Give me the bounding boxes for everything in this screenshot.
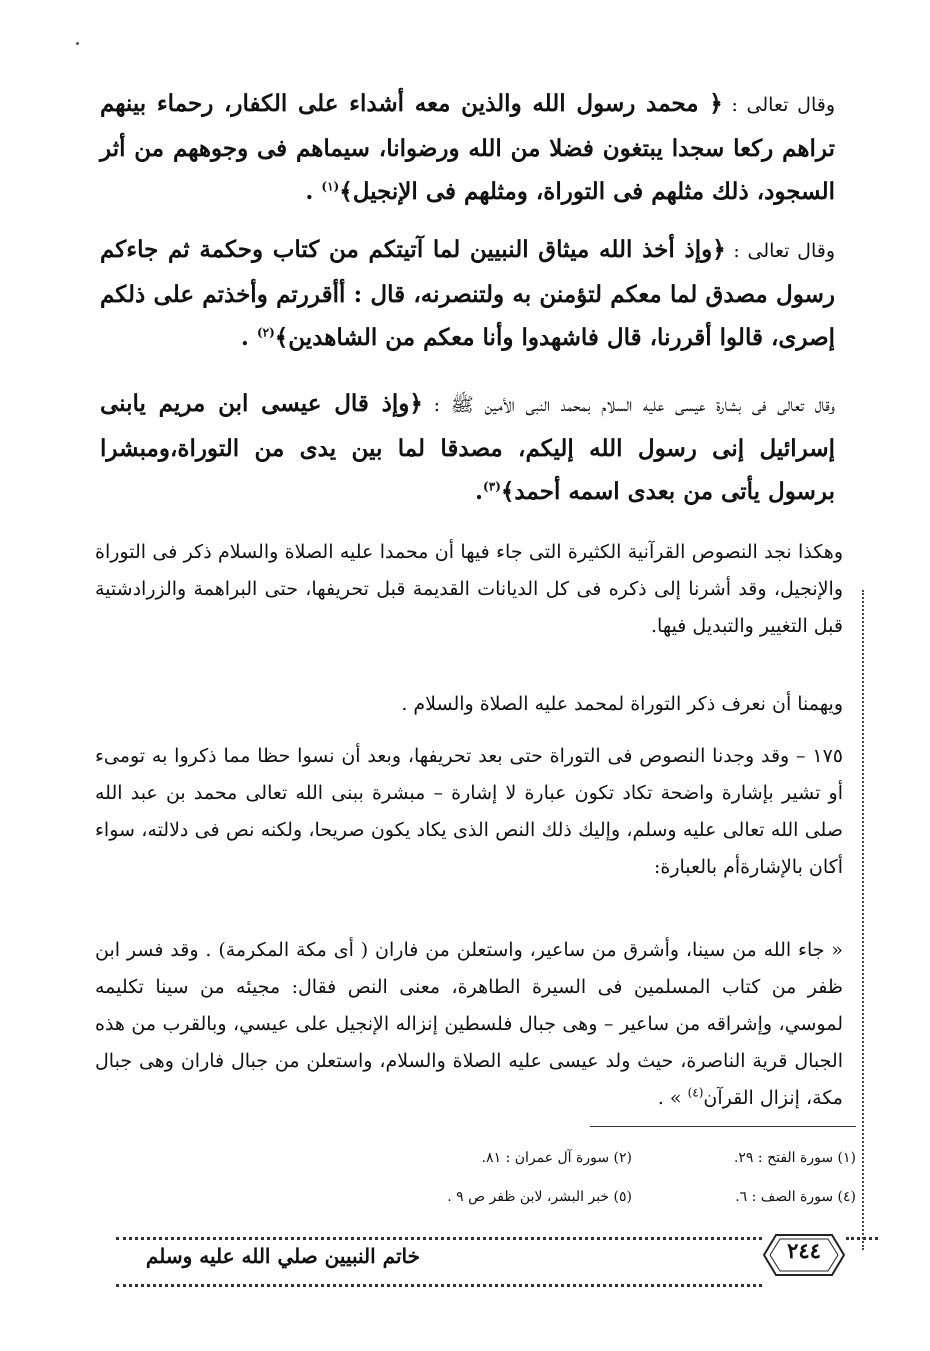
verse-3-intro: وقال تعالى فى بشارة عيسى عليه السلام بمحمد النبى الأمين ﷺ : <box>422 394 835 416</box>
paragraph-verse-2 <box>100 228 835 359</box>
footnote-4: (٤) سورة الصف : ٦. <box>735 1189 856 1205</box>
verse-1-end: . <box>305 178 322 205</box>
paragraph-quranic-texts: وهكذا نجد النصوص القرآنية الكثيرة التى جاء فيها أن محمدا عليه الصلاة والسلام ذكر فى التوراة والإنجيل، وقد أشرنا إلى ذكره فى كل الديانات القديمة قبل تحريفها، حتى البراهمة والزرادشتية قبل التغيير والتبديل فيها. <box>95 541 843 637</box>
verse-3-quote: ﴿وإذ قال عيسى ابن مريم يابنى إسرائيل إنى رسول الله إليكم، مصدقا لما بين يدى من التوراة،ومبشرا برسول يأتى من بعدى اسمه أحمد﴾ <box>100 390 835 505</box>
verse-2-quote: ﴿وإذ أخذ الله ميثاق النبيين لما آتيتكم من كتاب وحكمة ثم جاءكم رسول مصدق لما معكم لتؤمنن به ولتنصرنه، قال : أأقررتم وأخذتم على ذلكم إصرى، قالوا أقررنا، قال فاشهدوا وأنا معكم من الشاهدين﴾ <box>100 236 835 351</box>
paragraph-verse-1 <box>100 82 835 213</box>
scan-speck <box>76 42 79 45</box>
paragraph-verse-3 <box>100 382 835 513</box>
verse-1-quote: ﴿ محمد رسول الله والذين معه أشداء على الكفار، رحماء بينهم تراهم ركعا سجدا يبتغون فضلا من الله ورضوانا، سيماهم فى وجوههم من أثر السجود، ذلك مثلهم فى التوراة، ومثلهم فى الإنجيل﴾ <box>100 90 835 205</box>
verse-2-end: . <box>240 324 257 351</box>
page-number: ٢٤٤ <box>787 1238 821 1263</box>
footnote-5: (٥) خبر البشر، لابن ظفر ص ٩ . <box>447 1189 632 1205</box>
running-footer-title: خاتم النبيين صلي الله عليه وسلم <box>145 1244 420 1268</box>
paragraph-torah-text <box>95 932 843 1117</box>
verse-2-intro: وقال تعالى : <box>725 240 836 262</box>
footer-line-top <box>116 1237 762 1240</box>
footnote-ref-3: (٣) <box>483 479 501 494</box>
footnote-separator <box>590 1126 856 1127</box>
torah-text-body: « جاء الله من سينا، وأشرق من ساعير، واستعلن من فاران ( أى مكة المكرمة) . وقد فسر ابن ظفر من كتاب المسلمين فى السيرة الطاهرة، معنى النص فقال: مجيئه من سينا تكليمه لموسي، وإشراقه من ساعير – وهى جبال فلسطين إنزاله الإنجيل على عيسي، وبالقرب من هذه الجبال قرية الناصرة، حيث ولد عيسى عليه الصلاة والسلام، واستعلن من جبال فاران وهى جبال مكة، إنزال القرآن <box>95 939 843 1109</box>
verse-1-intro: وقال تعالى : <box>722 94 835 116</box>
footnote-2: (٢) سورة آل عمران : ٨١. <box>481 1150 632 1166</box>
footnote-1: (١) سورة الفتح : ٢٩. <box>733 1150 856 1166</box>
margin-dotted-rule <box>862 590 864 1250</box>
footer-line-right <box>846 1237 878 1240</box>
footnote-ref-1: (١) <box>321 179 340 194</box>
footnote-ref-4: (٤) <box>687 1085 704 1100</box>
torah-text-end: » . <box>657 1087 688 1109</box>
footer-line-bottom <box>116 1284 762 1287</box>
footnote-ref-2: (٢) <box>256 325 275 340</box>
verse-3-end: . <box>475 478 484 505</box>
paragraph-torah-intro: ويهمنا أن نعرف ذكر التوراة لمحمد عليه الصلاة والسلام . <box>401 693 843 715</box>
paragraph-section-175: ١٧٥ – وقد وجدنا النصوص فى التوراة حتى بعد تحريفها، وبعد أن نسوا حظا مما ذكروا به تومىء أو تشير بإشارة واضحة تكاد تكون عبارة لا إشارة – مبشرة ببنى الله تعالى محمد بن عبد الله صلى الله تعالى عليه وسلم، وإليك ذلك النص الذى يكاد يكون صريحا، ولكنه نص فى دلالته، سواء أكان بالإشارةأم بالعبارة: <box>95 745 843 878</box>
